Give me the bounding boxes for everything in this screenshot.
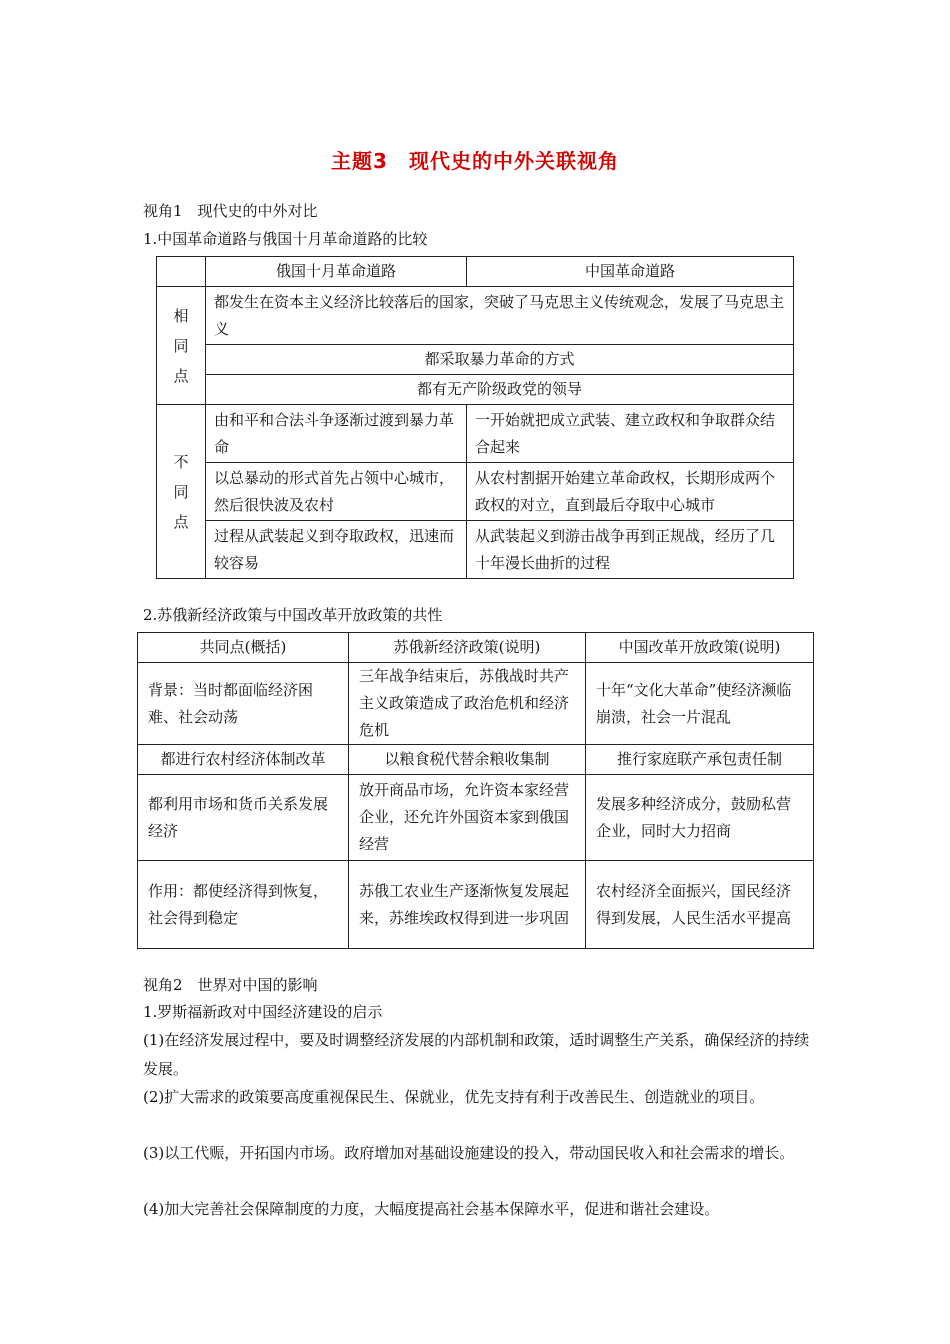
point-1: (1)在经济发展过程中，要及时调整经济发展的内部机制和政策，适时调整生产关系，确保经济的持续发展。 [143,1031,810,1078]
header-common: 共同点(概括) [138,633,349,663]
view2-section1-title: 1.罗斯福新政对中国经济建设的启示 [143,1003,383,1021]
table-row [157,375,794,405]
reform-cell: 发展多种经济成分，鼓励私营企业，同时大力招商 [586,775,814,861]
nep-cell: 放开商品市场，允许资本家经营企业，还允许外国资本家到俄国经营 [349,775,586,861]
china-diff-cell: 从农村割据开始建立革命政权，长期形成两个政权的对立，直到最后夺取中心城市 [467,463,794,521]
section2-title: 2.苏俄新经济政策与中国改革开放政策的共性 [143,606,443,624]
nep-cell: 苏俄工农业生产逐渐恢复发展起来，苏维埃政权得到进一步巩固 [349,861,586,949]
table-row [157,287,794,345]
common-cell: 作用：都使经济得到恢复，社会得到稳定 [138,861,349,949]
policy-comparison-table [137,632,814,949]
reform-cell: 推行家庭联产承包责任制 [586,745,814,775]
table-row [138,861,814,949]
china-diff-cell: 从武装起义到游击战争再到正规战，经历了几十年漫长曲折的过程 [467,521,794,579]
reform-cell: 农村经济全面振兴，国民经济得到发展，人民生活水平提高 [586,861,814,949]
corner-cell [157,257,206,287]
china-diff-cell: 一开始就把成立武装、建立政权和争取群众结合起来 [467,405,794,463]
table-row [138,745,814,775]
russia-diff-cell: 过程从武装起义到夺取政权，迅速而较容易 [206,521,467,579]
russia-diff-cell: 由和平和合法斗争逐渐过渡到暴力革命 [206,405,467,463]
view1-heading: 视角1 现代史的中外对比 [143,202,318,220]
table-row [157,405,794,463]
table-row [157,521,794,579]
section1-title: 1.中国革命道路与俄国十月革命道路的比较 [143,230,428,248]
table-header-row [138,633,814,663]
header-china: 中国革命道路 [467,257,794,287]
table-row [138,663,814,745]
header-russia: 俄国十月革命道路 [206,257,467,287]
same-point-cell: 都有无产阶级政党的领导 [206,375,794,405]
point-3: (3)以工代赈，开拓国内市场。政府增加对基础设施建设的投入，带动国民收入和社会需求的增长。 [143,1144,795,1162]
view2-heading: 视角2 世界对中国的影响 [143,976,318,994]
header-nep: 苏俄新经济政策(说明) [349,633,586,663]
common-cell: 都进行农村经济体制改革 [138,745,349,775]
same-point-cell: 都发生在资本主义经济比较落后的国家，突破了马克思主义传统观念，发展了马克思主义 [206,287,794,345]
diff-label: 不 同 点 [157,405,206,579]
table-row [138,775,814,861]
table-row [157,345,794,375]
point-2: (2)扩大需求的政策要高度重视保民生、保就业，优先支持有利于改善民生、创造就业的项目。 [143,1088,765,1106]
revolution-comparison-table [156,256,794,579]
point-4: (4)加大完善社会保障制度的力度，大幅度提高社会基本保障水平，促进和谐社会建设。 [143,1200,720,1218]
nep-cell: 以粮食税代替余粮收集制 [349,745,586,775]
common-cell: 背景：当时都面临经济困难、社会动荡 [138,663,349,745]
reform-cell: 十年“文化大革命”使经济濒临崩溃，社会一片混乱 [586,663,814,745]
common-cell: 都利用市场和货币关系发展经济 [138,775,349,861]
nep-cell: 三年战争结束后，苏俄战时共产主义政策造成了政治危机和经济危机 [349,663,586,745]
table-row [157,463,794,521]
table-header-row [157,257,794,287]
header-reform: 中国改革开放政策(说明) [586,633,814,663]
page-title: 主题3 现代史的中外关联视角 [331,149,619,173]
same-point-cell: 都采取暴力革命的方式 [206,345,794,375]
same-label: 相 同 点 [157,287,206,405]
russia-diff-cell: 以总暴动的形式首先占领中心城市，然后很快波及农村 [206,463,467,521]
